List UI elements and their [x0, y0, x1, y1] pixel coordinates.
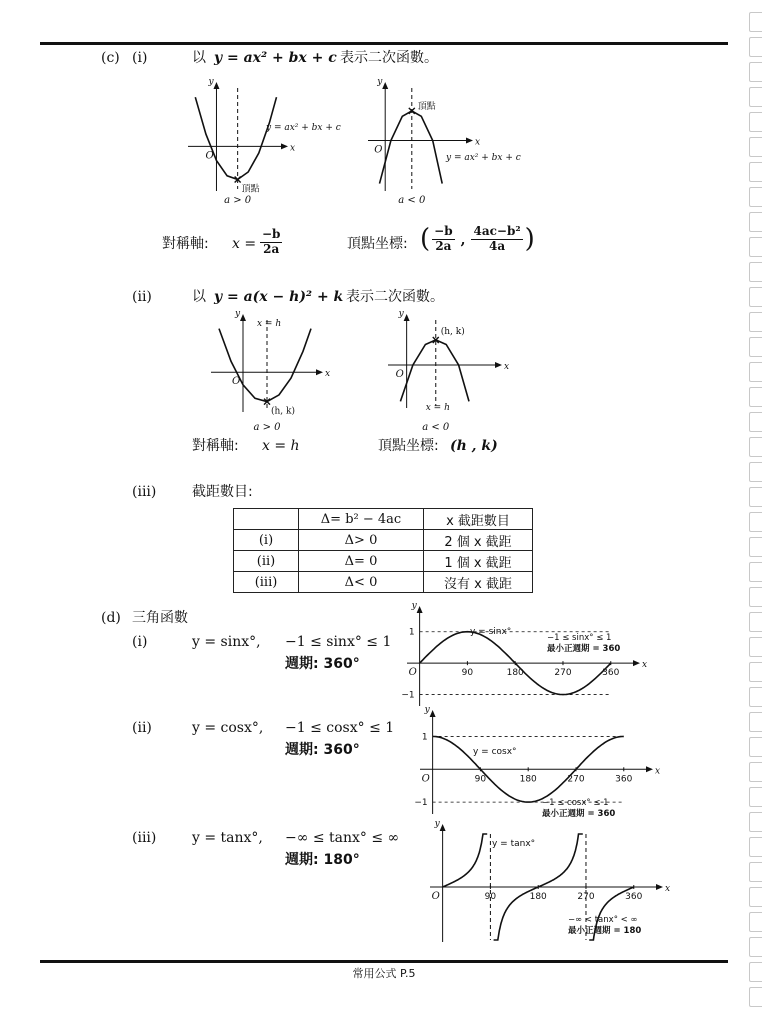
- x-axis-arrow: [633, 660, 640, 666]
- binder-hole: [749, 62, 762, 82]
- x-tick-label: 360: [625, 892, 643, 902]
- symmetry-label: x = h: [425, 403, 450, 413]
- bottom-rule: [40, 960, 728, 963]
- y-axis-arrow: [382, 82, 388, 89]
- origin-label: O: [408, 667, 417, 679]
- vertex-separator: ,: [460, 231, 466, 248]
- x-tick-label: 270: [567, 774, 585, 785]
- x-tick-label: 90: [484, 892, 497, 902]
- origin-label: O: [205, 150, 214, 162]
- table-row: [234, 551, 533, 572]
- quadratic-a-negative-chart: [360, 77, 540, 206]
- binder-hole: [749, 737, 762, 757]
- part-c-iii-label: (iii): [132, 484, 157, 500]
- x-axis-label: x: [665, 884, 671, 894]
- binder-hole: [749, 512, 762, 532]
- part-c-ii-label: (ii): [132, 289, 152, 305]
- vertex-y-numerator: 4ac−b²: [473, 224, 521, 239]
- vertex-form-vertex-label: 頂點坐標:: [378, 438, 439, 454]
- vertex-form-vertex-value: (h , k): [450, 438, 498, 454]
- section-c-label: (c): [101, 50, 120, 66]
- range-note: −1 ≤ cosx° ≤ 1: [542, 798, 609, 808]
- binder-hole: [749, 712, 762, 732]
- table-cell: 2 個 x 截距: [424, 530, 533, 551]
- binder-hole: [749, 812, 762, 832]
- x-axis-label: x: [475, 137, 481, 148]
- chart-caption: a < 0: [422, 422, 450, 433]
- x-tick-label: 180: [529, 892, 547, 902]
- x-axis-arrow: [656, 884, 663, 890]
- origin-label: O: [395, 369, 404, 380]
- y-axis-label: y: [434, 819, 440, 829]
- binder-hole: [749, 612, 762, 632]
- table-cell: 1 個 x 截距: [424, 551, 533, 572]
- binder-hole: [749, 237, 762, 257]
- y-axis-arrow: [404, 314, 410, 321]
- table-row: [234, 572, 533, 593]
- binder-hole: [749, 12, 762, 32]
- axis-of-symmetry-lhs: x =: [232, 236, 257, 252]
- table-cell: Δ= 0: [299, 551, 424, 572]
- origin-label: O: [232, 376, 241, 388]
- x-tick-label: 270: [554, 668, 572, 679]
- x-tick-label: 270: [577, 892, 595, 902]
- trig-function: y = tanx°,: [192, 830, 263, 846]
- chart-caption: a > 0: [253, 422, 281, 433]
- binder-holes: [748, 0, 762, 1024]
- origin-label: O: [431, 891, 440, 902]
- x-tick-label: 360: [602, 668, 620, 679]
- binder-hole: [749, 162, 762, 182]
- section-d-label: (d): [101, 610, 121, 626]
- parabola-curve: [195, 97, 276, 179]
- x-axis-label: x: [290, 143, 296, 154]
- y-tick-label: −1: [401, 690, 415, 701]
- trig-range: −1 ≤ sinx° ≤ 1: [285, 634, 392, 650]
- binder-hole: [749, 437, 762, 457]
- part-c-i-heading-prefix: 以: [192, 50, 206, 66]
- chart-caption: a < 0: [398, 195, 426, 206]
- binder-hole: [749, 562, 762, 582]
- cosine-graph: [408, 706, 663, 826]
- range-note: −1 ≤ sinx° ≤ 1: [547, 633, 612, 643]
- table-header-cell: [234, 509, 299, 530]
- period-note: 最小正週期 = 360: [542, 809, 616, 819]
- trig-period: 週期: 180°: [285, 852, 360, 868]
- part-c-ii-heading-suffix: 表示二次函數。: [346, 289, 444, 305]
- table-cell: Δ< 0: [299, 572, 424, 593]
- axis-of-symmetry-fraction: [258, 228, 284, 257]
- binder-hole: [749, 87, 762, 107]
- y-axis-label: y: [424, 705, 430, 715]
- binder-hole: [749, 987, 762, 1007]
- y-axis-label: y: [208, 77, 214, 87]
- binder-hole: [749, 587, 762, 607]
- binder-hole: [749, 787, 762, 807]
- trig-range: −1 ≤ cosx° ≤ 1: [285, 720, 395, 736]
- part-c-iii-heading: 截距數目:: [192, 484, 253, 500]
- table-cell: (ii): [234, 551, 299, 572]
- y-axis-arrow: [240, 314, 246, 321]
- curve-label: y = tanx°: [492, 839, 536, 849]
- y-axis-arrow: [430, 710, 436, 717]
- vertex-form-axis-value: x = h: [262, 438, 300, 454]
- origin-label: O: [374, 144, 383, 156]
- parabola-curve: [400, 340, 469, 402]
- tangent-graph: [418, 820, 673, 950]
- binder-hole: [749, 412, 762, 432]
- binder-hole: [749, 362, 762, 382]
- table-cell: (iii): [234, 572, 299, 593]
- curve-label: y = ax² + bx + c: [266, 123, 341, 133]
- binder-hole: [749, 912, 762, 932]
- binder-hole: [749, 537, 762, 557]
- x-axis-arrow: [281, 143, 288, 149]
- vertex-x-numerator: −b: [434, 224, 453, 239]
- binder-hole: [749, 37, 762, 57]
- vertex-form-axis-label: 對稱軸:: [192, 438, 239, 454]
- x-axis-label: x: [325, 369, 331, 380]
- x-axis-arrow: [495, 362, 502, 368]
- vertex-y-denominator: 4a: [488, 239, 506, 254]
- y-axis-label: y: [235, 309, 241, 319]
- vertex-x-denominator: 2a: [435, 239, 452, 254]
- period-note: 最小正週期 = 180: [568, 926, 642, 936]
- binder-hole: [749, 662, 762, 682]
- y-tick-label: 1: [408, 627, 415, 638]
- x-tick-label: 180: [519, 774, 537, 785]
- binder-hole: [749, 212, 762, 232]
- y-tick-label: −1: [414, 798, 428, 809]
- binder-hole: [749, 262, 762, 282]
- curve-label: y = sinx°: [470, 627, 512, 637]
- y-axis-arrow: [417, 606, 423, 613]
- vertex-label: (h, k): [271, 406, 295, 417]
- binder-hole: [749, 487, 762, 507]
- period-note: 最小正週期 = 360: [547, 644, 621, 654]
- intercepts-table: [233, 508, 533, 593]
- axis-of-symmetry-label: 對稱軸:: [162, 236, 209, 252]
- binder-hole: [749, 862, 762, 882]
- part-c-i-equation: y = ax² + bx + c: [214, 50, 337, 66]
- x-tick-label: 360: [615, 774, 633, 785]
- part-c-ii-equation: y = a(x − h)² + k: [214, 289, 344, 305]
- x-tick-label: 90: [461, 668, 474, 679]
- table-cell: 沒有 x 截距: [424, 572, 533, 593]
- binder-hole: [749, 887, 762, 907]
- trig-item-label: (iii): [132, 830, 157, 846]
- x-tick-label: 180: [506, 668, 524, 679]
- part-c-ii-heading-prefix: 以: [192, 289, 206, 305]
- binder-hole: [749, 337, 762, 357]
- tangent-branch: [443, 834, 488, 887]
- table-cell: (i): [234, 530, 299, 551]
- trig-function: y = sinx°,: [192, 634, 261, 650]
- table-header-row: [234, 509, 533, 530]
- table-header-cell: Δ= b² − 4ac: [299, 509, 424, 530]
- y-tick-label: 1: [421, 732, 428, 743]
- y-axis-label: y: [377, 77, 383, 87]
- binder-hole: [749, 937, 762, 957]
- table-row: [234, 530, 533, 551]
- trig-period: 週期: 360°: [285, 656, 360, 672]
- quadratic-a-positive-chart: [170, 77, 350, 206]
- vertex-form-a-negative-chart: [380, 309, 510, 433]
- x-axis-arrow: [466, 138, 473, 144]
- x-axis-label: x: [504, 362, 510, 372]
- vertex-form-a-positive-chart: [195, 309, 345, 433]
- vertex-label: (h, k): [440, 326, 465, 337]
- binder-hole: [749, 687, 762, 707]
- parabola-curve: [219, 329, 311, 402]
- top-rule: [40, 42, 728, 45]
- part-c-i-heading-suffix: 表示二次函數。: [340, 50, 438, 66]
- x-axis-label: x: [642, 660, 648, 671]
- x-axis-arrow: [646, 766, 653, 772]
- trig-function: y = cosx°,: [192, 720, 264, 736]
- binder-hole: [749, 312, 762, 332]
- binder-hole: [749, 112, 762, 132]
- y-axis-label: y: [398, 309, 404, 319]
- binder-hole: [749, 137, 762, 157]
- symmetry-label: x = h: [257, 319, 282, 329]
- parabola-curve: [380, 111, 443, 184]
- vertex-label: 頂點: [241, 184, 260, 195]
- axis-fraction-denominator: 2a: [263, 241, 280, 256]
- binder-hole: [749, 762, 762, 782]
- vertex-label: 頂點: [417, 101, 436, 112]
- y-axis-arrow: [213, 82, 219, 89]
- binder-hole: [749, 287, 762, 307]
- curve-label: y = cosx°: [473, 747, 517, 757]
- trig-range: −∞ ≤ tanx° ≤ ∞: [285, 830, 400, 846]
- binder-hole: [749, 837, 762, 857]
- origin-label: O: [421, 773, 430, 785]
- trig-item-label: (i): [132, 634, 148, 650]
- table-cell: Δ> 0: [299, 530, 424, 551]
- y-axis-arrow: [440, 824, 446, 831]
- binder-hole: [749, 462, 762, 482]
- section-d-heading: 三角函數: [132, 610, 188, 626]
- x-axis-label: x: [655, 766, 661, 777]
- chart-caption: a > 0: [224, 195, 252, 206]
- binder-hole: [749, 637, 762, 657]
- page-footer: 常用公式 P.5: [352, 967, 416, 980]
- curve-label: y = ax² + bx + c: [446, 153, 521, 163]
- x-tick-label: 90: [474, 774, 487, 785]
- binder-hole: [749, 387, 762, 407]
- vertex-coordinates-value: ( $\frac{-b}{2a}$ , $\frac{\text{4ac−b²}}{4a}$ ): [420, 224, 535, 254]
- sine-graph: [395, 602, 650, 712]
- trig-period: 週期: 360°: [285, 742, 360, 758]
- y-axis-label: y: [411, 601, 417, 611]
- x-axis-arrow: [316, 369, 323, 375]
- trig-item-label: (ii): [132, 720, 152, 736]
- vertex-coordinates-label: 頂點坐標:: [347, 236, 408, 252]
- range-note: −∞ < tanx° < ∞: [568, 915, 638, 925]
- binder-hole: [749, 187, 762, 207]
- part-c-i-label: (i): [132, 50, 148, 66]
- table-header-cell: x 截距數目: [424, 509, 533, 530]
- axis-fraction-numerator: −b: [262, 227, 281, 241]
